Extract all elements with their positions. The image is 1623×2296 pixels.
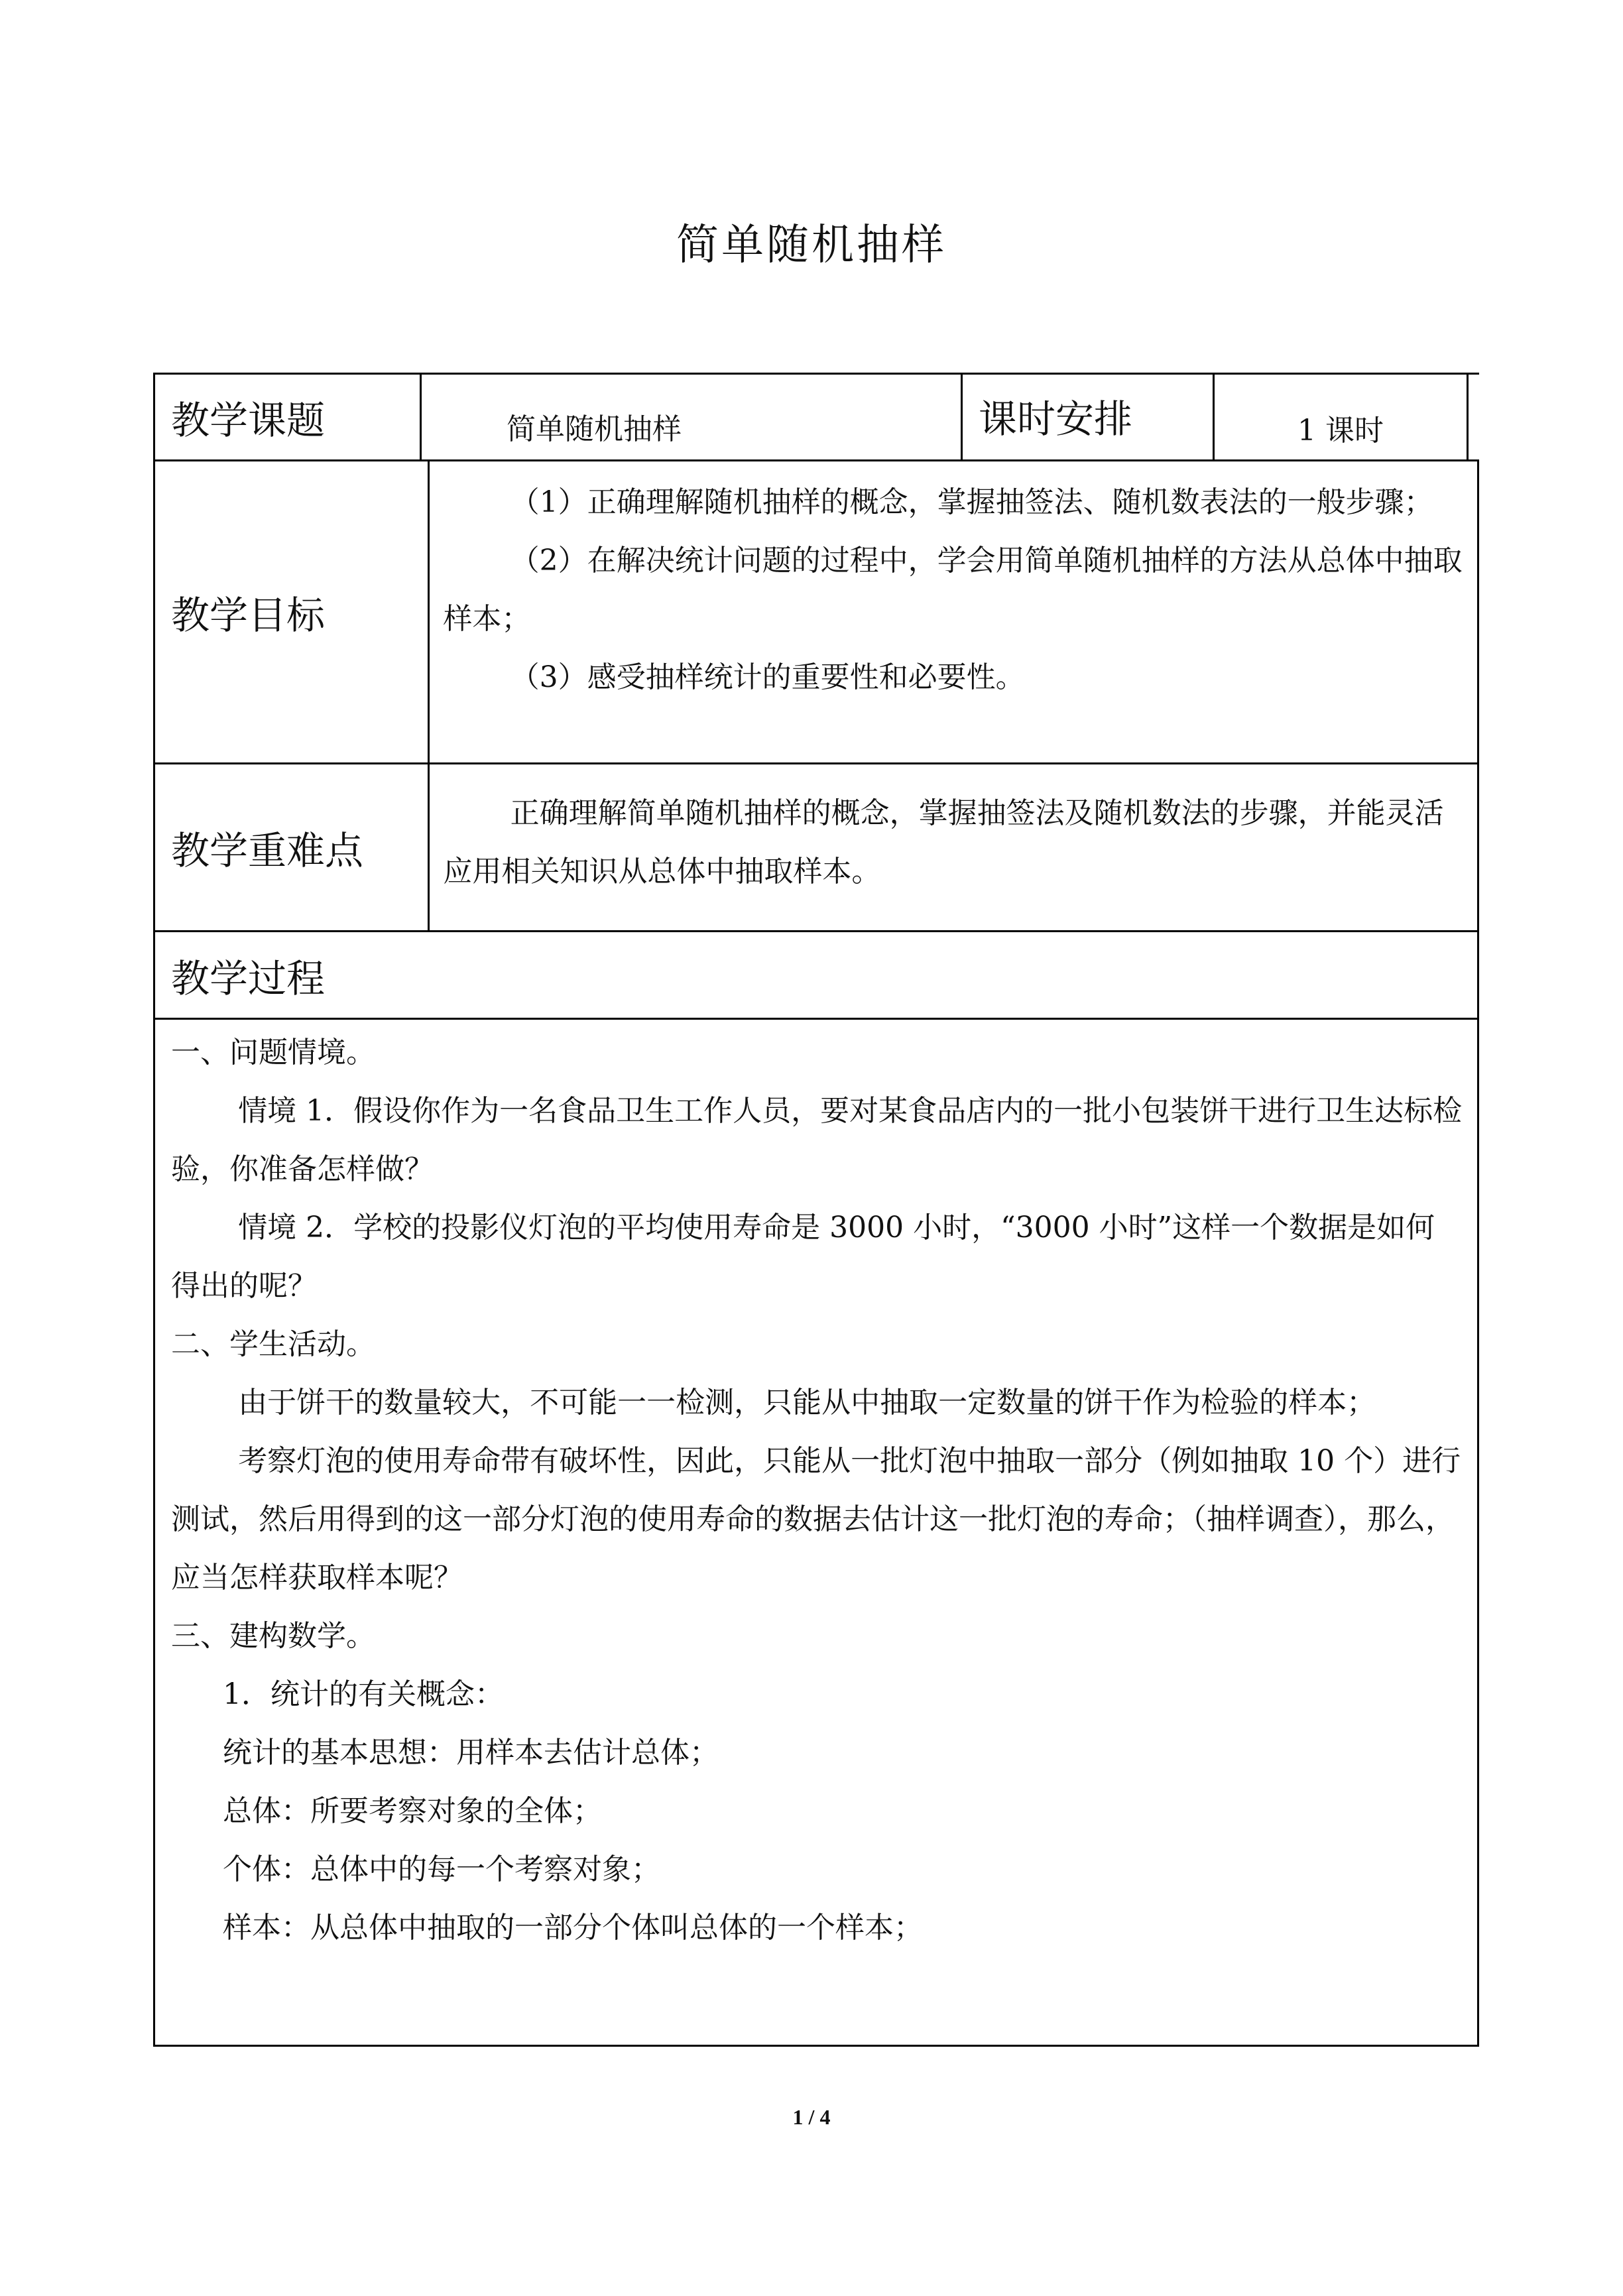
list-item: 1．统计的有关概念： (223, 1677, 504, 1711)
process-content (155, 1020, 1479, 2045)
key-points-content (430, 764, 1479, 930)
process-header-row (153, 930, 1479, 1018)
paragraph: 情境 1．假设你作为一名食品卫生工作人员，要对某食品店内的一批小包装饼干进行卫生达标检验，你准备怎样做？ (171, 1094, 1463, 1186)
process-body-row (153, 1018, 1479, 2047)
schedule-label: 课时安排 (963, 375, 1215, 459)
header-row (153, 373, 1479, 459)
objectives-content (430, 461, 1479, 762)
topic-label: 教学课题 (155, 375, 422, 459)
paragraph: 考察灯泡的使用寿命带有破坏性，因此，只能从一批灯泡中抽取一部分（例如抽取 10 个）进行测试，然后用得到的这一部分灯泡的使用寿命的数据去估计这一批灯泡的寿命；（抽样调查），那么，应当怎样获取样本呢？ (171, 1444, 1461, 1595)
key-points-label: 教学重难点 (155, 764, 430, 930)
section-heading: 二、学生活动。 (171, 1327, 375, 1361)
schedule-value (1215, 375, 1469, 459)
paragraph: 由于饼干的数量较大，不可能一一检测，只能从中抽取一定数量的饼干作为检验的样本； (238, 1386, 1376, 1420)
objective-item: （1）正确理解随机抽样的概念，掌握抽签法、随机数表法的一般步骤； (510, 485, 1433, 519)
schedule-value-text: 1 课时 (1297, 414, 1384, 448)
objectives-row (153, 459, 1479, 762)
list-item: 样本：从总体中抽取的一部分个体叫总体的一个样本； (223, 1911, 923, 1945)
list-item: 个体：总体中的每一个考察对象； (223, 1852, 660, 1886)
objective-item: （3）感受抽样统计的重要性和必要性。 (510, 660, 1025, 694)
key-points-row (153, 762, 1479, 930)
list-item: 统计的基本思想：用样本去估计总体； (223, 1736, 719, 1770)
topic-value (422, 375, 963, 459)
key-points-text: 正确理解简单随机抽样的概念，掌握抽签法及随机数法的步骤，并能灵活应用相关知识从总体中抽取样本。 (443, 796, 1444, 888)
section-heading: 一、问题情境。 (171, 1036, 375, 1069)
process-label: 教学过程 (155, 932, 1479, 1018)
lesson-plan-table (153, 373, 1479, 2047)
page-title: 简单随机抽样 (676, 221, 947, 270)
objective-item: （2）在解决统计问题的过程中，学会用简单随机抽样的方法从总体中抽取样本； (443, 544, 1463, 636)
objectives-label: 教学目标 (155, 461, 430, 762)
page-indicator: 1 / 4 (792, 2105, 831, 2129)
topic-value-text: 简单随机抽样 (507, 412, 682, 446)
paragraph: 情境 2．学校的投影仪灯泡的平均使用寿命是 3000 小时，“3000 小时”这样一个数据是如何得出的呢？ (171, 1211, 1435, 1303)
section-heading: 三、建构数学。 (171, 1619, 375, 1653)
list-item: 总体：所要考察对象的全体； (223, 1794, 602, 1828)
